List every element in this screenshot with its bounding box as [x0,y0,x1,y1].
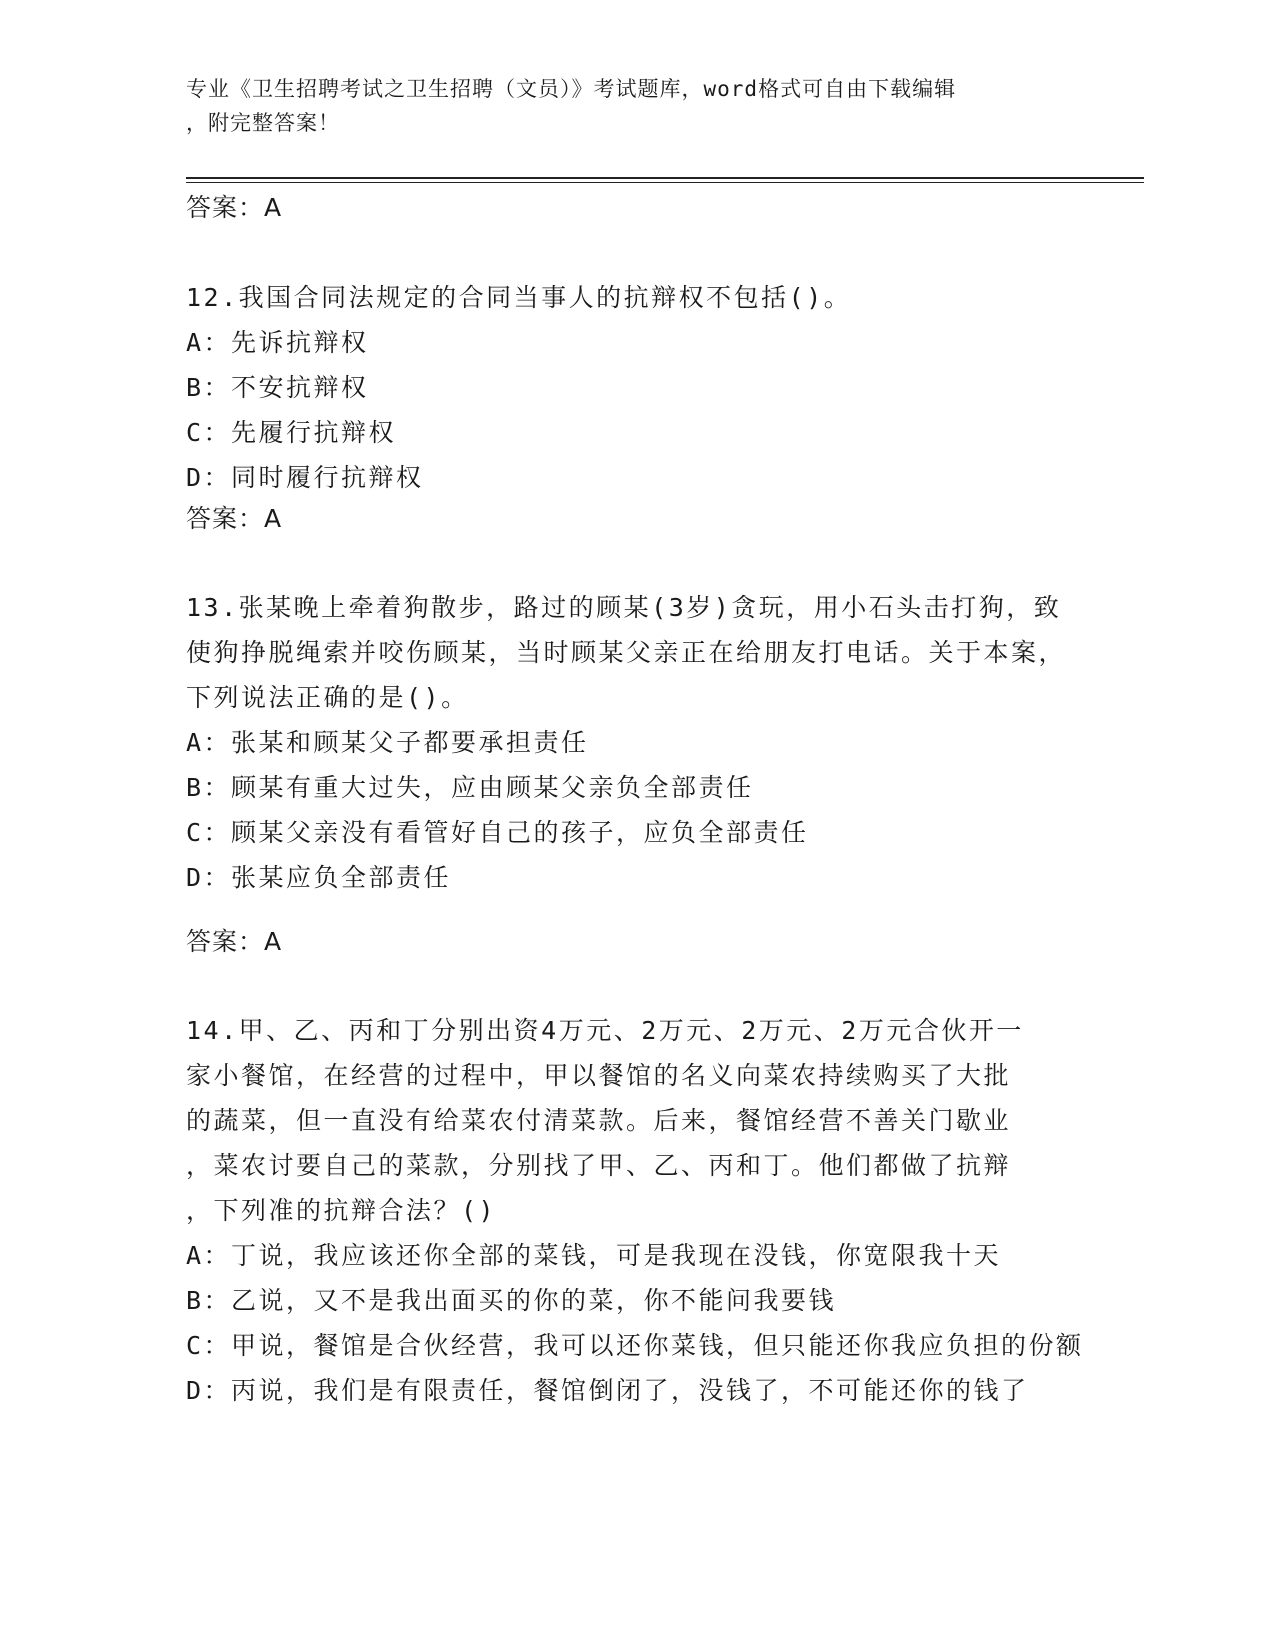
header-divider [186,177,1144,179]
question-text: 13.张某晚上牵着狗散步，路过的顾某(3岁)贪玩，用小石头击打狗，致使狗挣脱绳索并咬伤顾某，当时顾某父亲正在给朋友打电话。关于本案，下列说法正确的是()。 [186,593,1067,712]
header-divider-thin [186,182,1144,183]
question-text: 12.我国合同法规定的合同当事人的抗辩权不包括()。 [186,283,852,312]
question-13 [186,585,1086,900]
question-12 [186,275,1086,500]
option-a: A：张某和顾某父子都要承担责任 [186,728,589,757]
question-text-line: ，下列准的抗辩合法？() [186,1196,497,1225]
option-c: C：先履行抗辩权 [186,418,397,447]
option-c: C：顾某父亲没有看管好自己的孩子，应负全部责任 [186,818,809,847]
page-header [186,72,1066,140]
question-14 [186,1008,1086,1413]
option-a: A：丁说，我应该还你全部的菜钱，可是我现在没钱，你宽限我十天 [186,1241,1002,1270]
option-b: B：不安抗辩权 [186,373,369,402]
question-text-line: 的蔬菜，但一直没有给菜农付清菜款。后来，餐馆经营不善关门歇业 [186,1106,1012,1135]
question-text-line: 14.甲、乙、丙和丁分别出资4万元、2万元、2万元、2万元合伙开一 [186,1016,1024,1045]
option-a: A：先诉抗辩权 [186,328,369,357]
question-text-line: ，菜农讨要自己的菜款，分别找了甲、乙、丙和丁。他们都做了抗辩 [186,1151,1012,1180]
answer-q12: 答案：A [186,504,283,533]
option-b: B：顾某有重大过失，应由顾某父亲负全部责任 [186,773,754,802]
option-d: D：张某应负全部责任 [186,863,452,892]
option-b: B：乙说，又不是我出面买的你的菜，你不能问我要钱 [186,1286,837,1315]
option-d: D：丙说，我们是有限责任，餐馆倒闭了，没钱了，不可能还你的钱了 [186,1376,1029,1405]
option-c: C：甲说，餐馆是合伙经营，我可以还你菜钱，但只能还你我应负担的份额 [186,1331,1084,1360]
answer-q11: 答案：A [186,193,283,222]
header-line-1: 专业《卫生招聘考试之卫生招聘（文员）》考试题库，word格式可自由下载编辑 [186,77,957,101]
answer-q13: 答案：A [186,927,283,956]
question-text-line: 家小餐馆，在经营的过程中，甲以餐馆的名义向菜农持续购买了大批 [186,1061,1012,1090]
header-line-2: ，附完整答案！ [186,111,340,135]
option-d: D：同时履行抗辩权 [186,463,424,492]
